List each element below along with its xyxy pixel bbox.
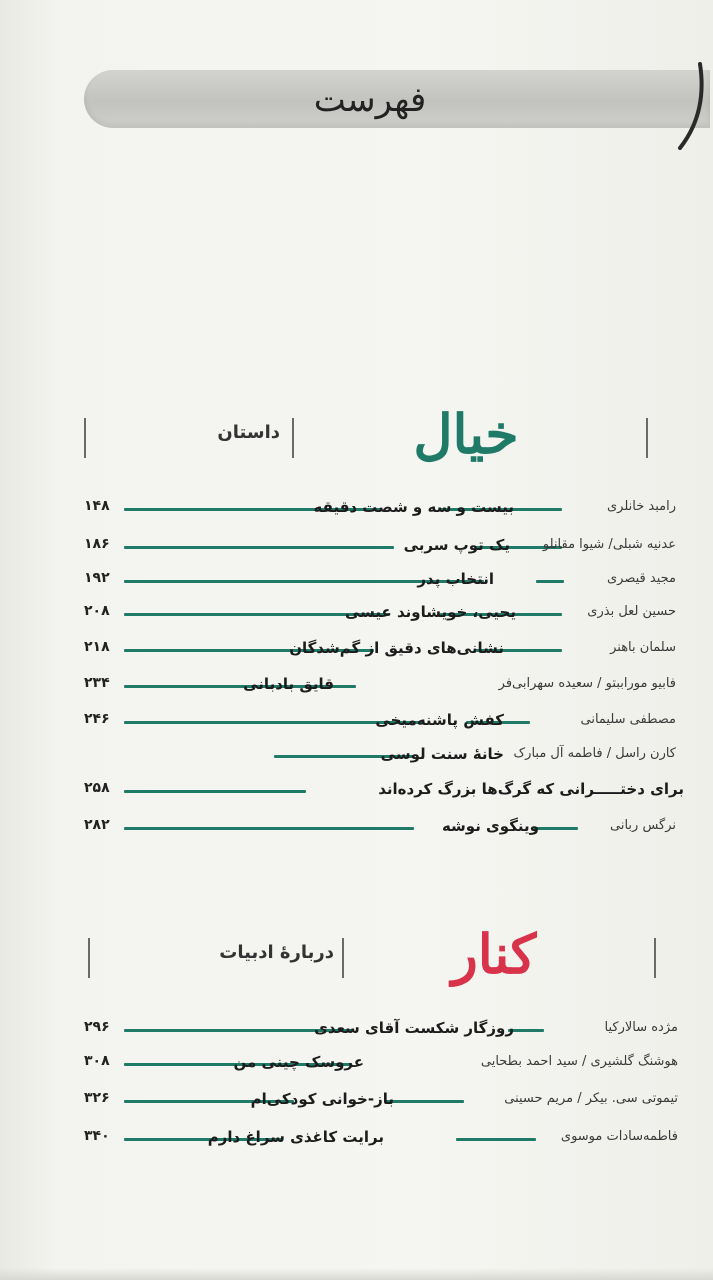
toc-row[interactable] (84, 1126, 684, 1152)
section-title: کنار (451, 922, 537, 986)
page-number: ۳۲۶ (84, 1090, 110, 1106)
entry-author: فاطمه‌سادات موسوی (560, 1129, 678, 1144)
entry-author: هوشنگ گلشیری / سید احمد بطحایی (480, 1054, 678, 1069)
entry-author: فابیو موراببتو / سعیده سهرابی‌فر (498, 676, 676, 691)
entry-author: کارن راسل / فاطمه آل مبارک (513, 746, 676, 761)
divider (292, 418, 294, 458)
entry-title: یحیی، خویشاوند عیسی (344, 603, 516, 621)
divider (88, 938, 90, 978)
entry-author: مژده سالارکیا (604, 1020, 678, 1035)
toc-row[interactable] (84, 743, 684, 769)
entry-author: نرگس ربانی (610, 818, 676, 833)
header-swoosh-icon (640, 60, 710, 150)
leader-line (456, 1138, 536, 1141)
entry-author: عدنیه شبلی/ شیوا مقانلو (542, 537, 676, 552)
divider (646, 418, 648, 458)
entry-title: برایت کاغذی سراغ دارم (207, 1128, 384, 1146)
section-title: خیال (413, 402, 519, 466)
divider (342, 938, 344, 978)
leader-line (536, 580, 564, 583)
entry-title: قایق بادبانی (243, 675, 334, 693)
toc-row[interactable] (84, 496, 684, 522)
page-number: ۳۴۰ (84, 1128, 110, 1144)
entry-title: یک توپ سربی (403, 536, 510, 554)
entry-author: سلمان باهنر (610, 640, 676, 655)
page-number: ۱۹۲ (84, 570, 110, 586)
entry-title: وینگوی نوشه (441, 817, 539, 835)
page-number: ۲۰۸ (84, 603, 110, 619)
page-number: ۲۴۶ (84, 711, 110, 727)
page-number: ۲۱۸ (84, 639, 110, 655)
leader-line (384, 1100, 464, 1103)
entry-title: نشانی‌های دقیق از گم‌شدگان (289, 639, 504, 657)
page-number: ۲۹۶ (84, 1019, 110, 1035)
entry-title: روزگار شکست آقای سعدی (314, 1019, 514, 1037)
leader-line (534, 827, 578, 830)
page-number: ۲۸۲ (84, 817, 110, 833)
toc-row[interactable] (84, 1017, 684, 1043)
page-edge-shadow (0, 1268, 713, 1280)
divider (654, 938, 656, 978)
toc-row[interactable] (84, 568, 684, 594)
entry-author: حسین لعل بذری (587, 604, 676, 619)
entry-title: بیست و سه و شصت دقیقه (313, 498, 514, 516)
divider (84, 418, 86, 458)
entry-title: عروسک چینی من (233, 1053, 364, 1071)
toc-row[interactable] (84, 709, 684, 735)
page-title: فهرست (313, 80, 427, 120)
entry-author: مجید قیصری (607, 571, 676, 586)
toc-row[interactable] (84, 673, 684, 699)
entry-title: انتخاب پدر (417, 570, 494, 588)
page-number: ۲۳۴ (84, 675, 110, 691)
entry-title: باز-خوانی کودکی‌ام (250, 1090, 394, 1108)
page-number: ۱۸۶ (84, 536, 110, 552)
toc-row[interactable] (84, 1088, 684, 1114)
page-number: ۱۴۸ (84, 498, 110, 514)
page-number: ۲۵۸ (84, 780, 110, 796)
section-heading-essays (84, 922, 654, 988)
section-subtitle: دربارهٔ ادبیات (219, 942, 334, 963)
entry-title: کفش پاشنه‌میخی (375, 711, 504, 729)
entry-title: خانهٔ سنت لوسی (380, 745, 504, 763)
toc-row[interactable] (84, 601, 684, 627)
page-number: ۳۰۸ (84, 1053, 110, 1069)
leader-line (124, 546, 394, 549)
entry-title: برای دختـــــرانی که گرگ‌ها بزرگ کرده‌اند (378, 780, 684, 798)
section-subtitle: داستان (217, 422, 280, 443)
toc-row[interactable] (84, 1051, 684, 1077)
toc-row[interactable] (84, 815, 684, 841)
entry-author: تیموتی سی. بیکر / مریم حسینی (504, 1091, 678, 1106)
leader-line (124, 827, 414, 830)
toc-row[interactable] (84, 778, 684, 804)
section-heading-fiction (84, 402, 654, 468)
entry-author: رامبد خانلری (607, 499, 676, 514)
toc-row[interactable] (84, 534, 684, 560)
toc-row[interactable] (84, 637, 684, 663)
entry-author: مصطفی سلیمانی (580, 712, 676, 727)
